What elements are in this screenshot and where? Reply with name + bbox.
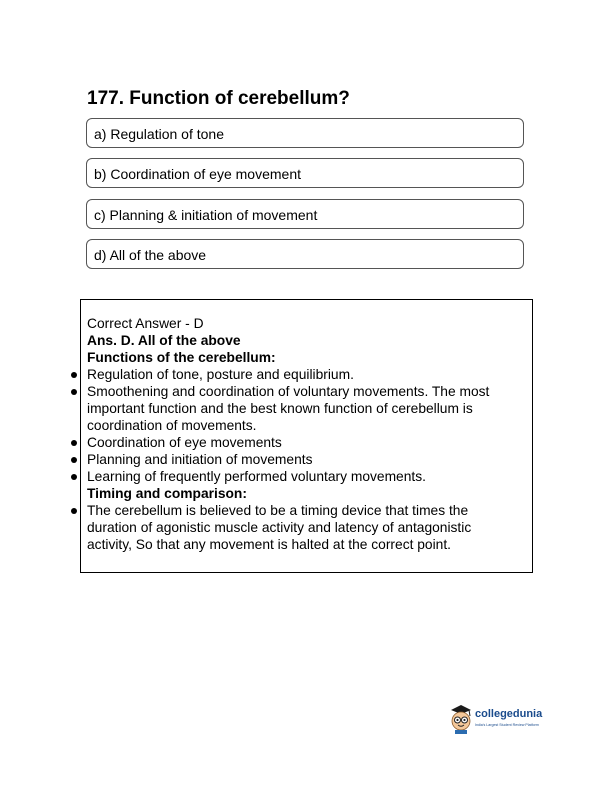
answer-explanation-box (80, 299, 533, 573)
bullet-icon (71, 474, 77, 480)
option-a[interactable]: a) Regulation of tone (86, 118, 524, 148)
option-c[interactable]: c) Planning & initiation of movement (86, 199, 524, 229)
collegedunia-logo (448, 704, 544, 736)
functions-heading: Functions of the cerebellum: (87, 350, 276, 365)
logo-wordmark: collegedunia (475, 708, 543, 720)
bullet-icon (71, 508, 77, 514)
bullet-icon (71, 372, 77, 378)
logo-tagline: India's Largest Student Review Platform (475, 723, 539, 727)
correct-answer-text: Correct Answer - D (87, 316, 204, 331)
bullet-icon (71, 457, 77, 463)
mascot-icon (448, 704, 474, 734)
list-item (87, 366, 519, 383)
list-item-text: Learning of frequently performed voluntary movements. (87, 469, 426, 484)
option-d[interactable]: d) All of the above (86, 239, 524, 269)
list-item-text: Coordination of eye movements (87, 435, 282, 450)
list-item-text: The cerebellum is believed to be a timing device that times the duration of agonistic muscle activity and latency of antagonistic activity, So that any movement is halted at the correct point. (87, 503, 472, 552)
question-title: 177. Function of cerebellum? (87, 88, 350, 109)
timing-heading: Timing and comparison: (87, 486, 247, 501)
list-item (87, 502, 519, 553)
list-item (87, 468, 519, 485)
answer-line: Ans. D. All of the above (87, 333, 241, 348)
bullet-icon (71, 389, 77, 395)
timing-list (87, 502, 519, 553)
list-item (87, 383, 519, 434)
list-item (87, 434, 519, 451)
option-b[interactable]: b) Coordination of eye movement (86, 158, 524, 188)
list-item-text: Planning and initiation of movements (87, 452, 313, 467)
list-item-text: Smoothening and coordination of voluntary movements. The most important function and the best known function of cerebellum is coordination of movements. (87, 384, 490, 433)
list-item (87, 451, 519, 468)
list-item-text: Regulation of tone, posture and equilibrium. (87, 367, 354, 382)
bullet-icon (71, 440, 77, 446)
functions-list (87, 366, 519, 485)
